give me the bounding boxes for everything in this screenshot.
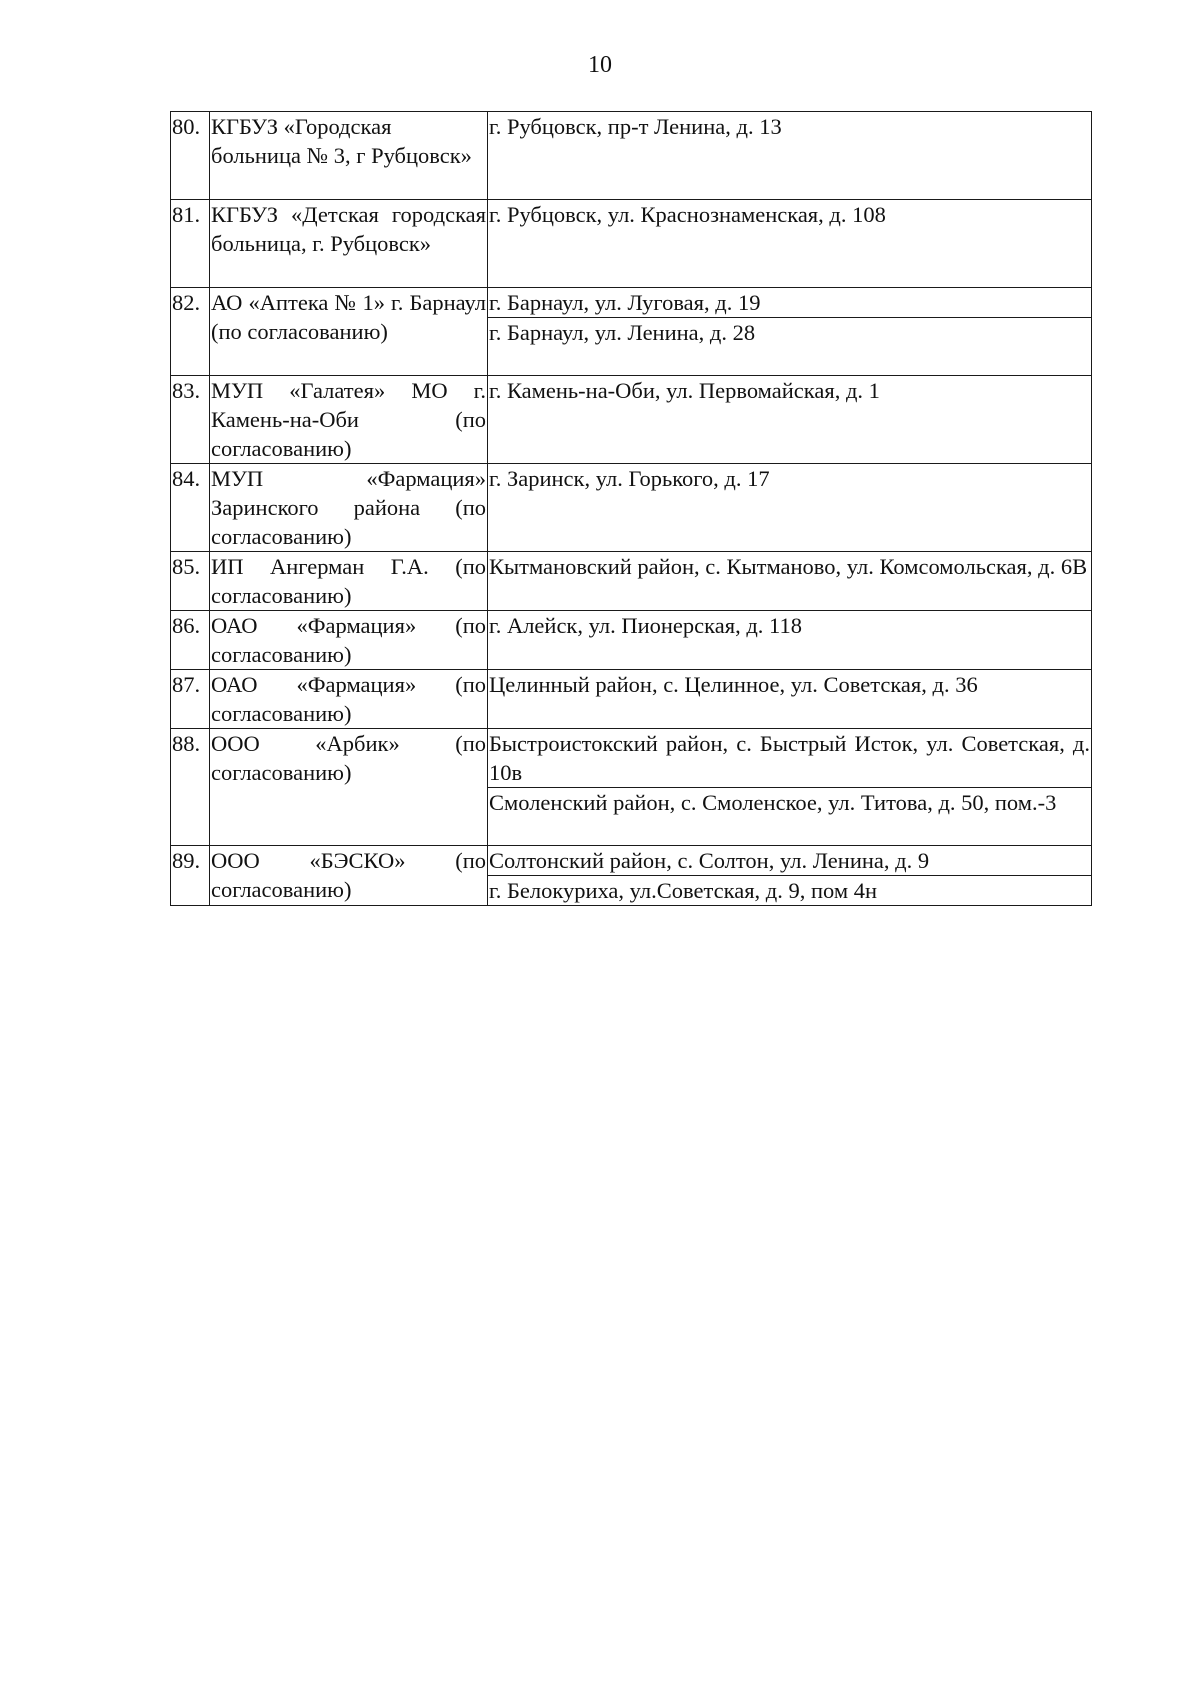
address: г. Рубцовск, пр-т Ленина, д. 13 [488,112,1092,200]
table-row [171,112,1092,200]
table-row [171,288,1092,318]
organization-name: ИП Ангерман Г.А. (по согласованию) [210,552,488,611]
row-number: 83. [171,376,210,464]
row-number: 84. [171,464,210,552]
organization-name: КГБУЗ «Детская городская больница, г. Рубцовск» [210,200,488,288]
table-row [171,729,1092,788]
row-number: 80. [171,112,210,200]
organization-name: КГБУЗ «Городская больница № 3, г Рубцовск» [210,112,488,200]
organization-name: ООО «Арбик» (по согласованию) [210,729,488,846]
address: Быстроистокский район, с. Быстрый Исток, ул. Советская, д. 10в [488,729,1092,788]
organization-name: МУП «Галатея» МО г. Камень-на-Оби (по согласованию) [210,376,488,464]
pharmacy-registry-table [170,111,1092,906]
table-row [171,846,1092,876]
table-row [171,552,1092,611]
address: г. Белокуриха, ул.Советская, д. 9, пом 4н [488,876,1092,906]
address: г. Камень-на-Оби, ул. Первомайская, д. 1 [488,376,1092,464]
organization-name: АО «Аптека № 1» г. Барнаул (по согласованию) [210,288,488,376]
table-row [171,464,1092,552]
address: Целинный район, с. Целинное, ул. Советская, д. 36 [488,670,1092,729]
row-number: 82. [171,288,210,376]
address: Смоленский район, с. Смоленское, ул. Титова, д. 50, пом.-3 [488,788,1092,846]
page-number: 10 [588,52,612,78]
organization-name: ООО «БЭСКО» (по согласованию) [210,846,488,906]
organization-name: ОАО «Фармация» (по согласованию) [210,611,488,670]
row-number: 81. [171,200,210,288]
row-number: 85. [171,552,210,611]
address: г. Барнаул, ул. Луговая, д. 19 [488,288,1092,318]
address: г. Заринск, ул. Горького, д. 17 [488,464,1092,552]
address: г. Рубцовск, ул. Краснознаменская, д. 108 [488,200,1092,288]
row-number: 87. [171,670,210,729]
address: г. Алейск, ул. Пионерская, д. 118 [488,611,1092,670]
table-row [171,376,1092,464]
table-row [171,200,1092,288]
address: Кытмановский район, с. Кытманово, ул. Комсомольская, д. 6В [488,552,1092,611]
row-number: 89. [171,846,210,906]
organization-name: МУП «Фармация» Заринского района (по согласованию) [210,464,488,552]
table-row [171,611,1092,670]
organization-name: ОАО «Фармация» (по согласованию) [210,670,488,729]
address: г. Барнаул, ул. Ленина, д. 28 [488,318,1092,376]
table-row [171,670,1092,729]
row-number: 86. [171,611,210,670]
row-number: 88. [171,729,210,846]
address: Солтонский район, с. Солтон, ул. Ленина, д. 9 [488,846,1092,876]
